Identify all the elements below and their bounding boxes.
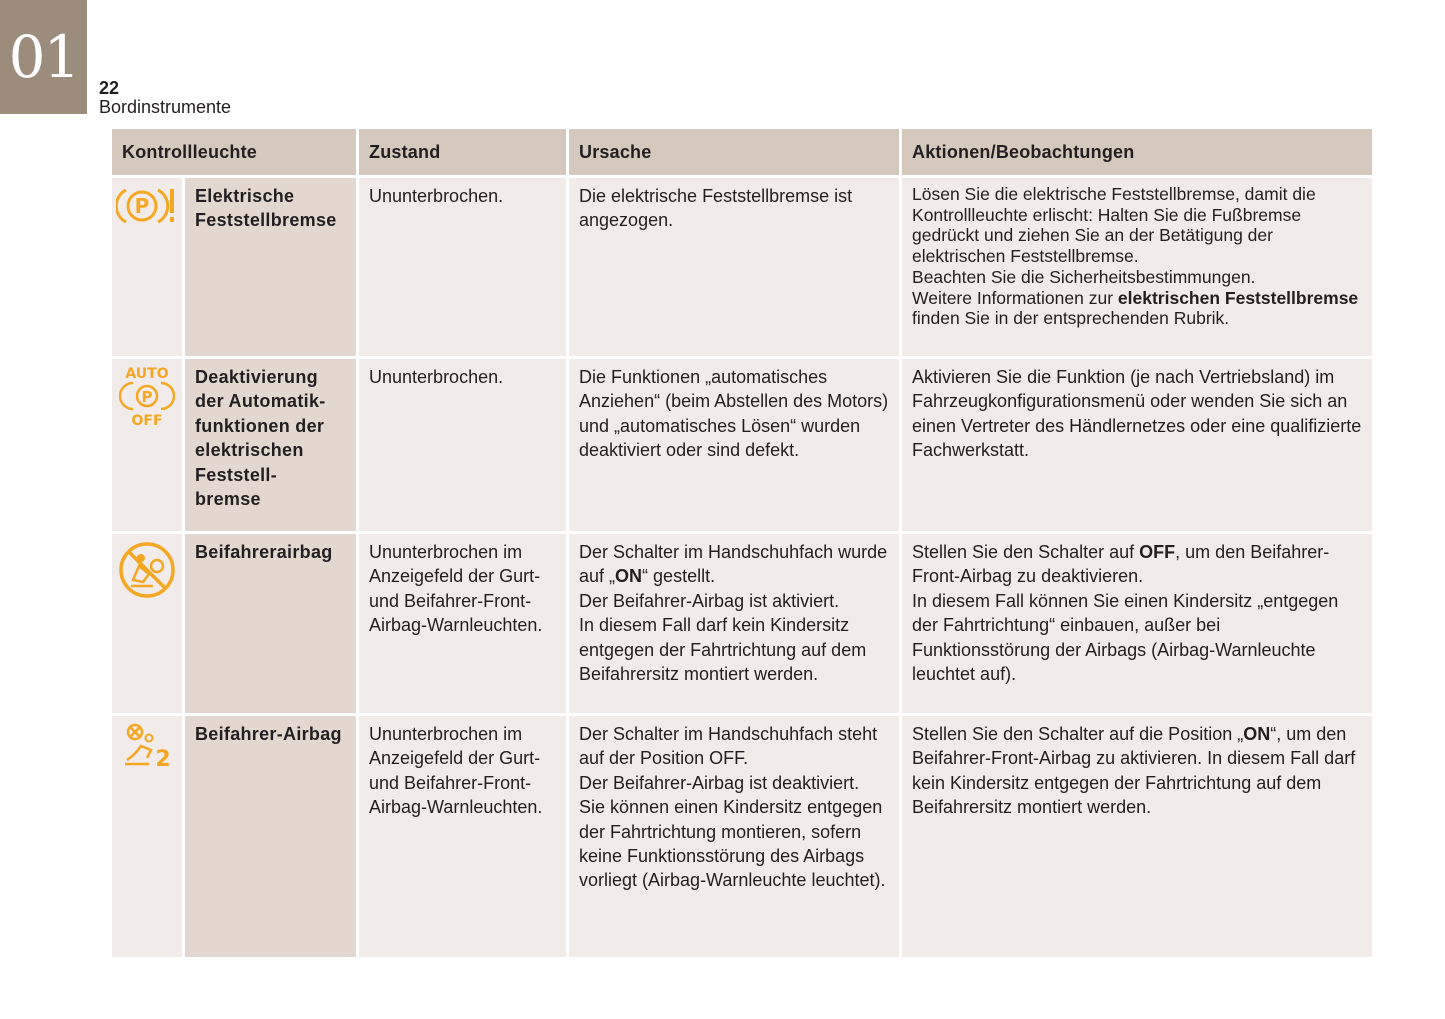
icon-cell: [112, 178, 182, 356]
aktion-text-1c: , um den Beifahrer-Front-Airbag zu deaktivieren.: [912, 542, 1330, 587]
icon-cell: [112, 534, 182, 713]
header-kontrollleuchte: Kontrollleuchte: [112, 129, 356, 175]
table-row: [112, 359, 1372, 531]
warning-lights-table: [109, 126, 1375, 960]
icon-text-p: P: [141, 388, 153, 406]
aktion-text-3a: Weitere Informationen zur: [912, 287, 1118, 308]
section-title: Bordinstrumente: [99, 97, 232, 117]
icon-cell: [112, 716, 182, 957]
aktion-cell: [902, 178, 1372, 356]
name-line: elektrischen: [195, 440, 304, 461]
name-line: funktionen der: [195, 415, 325, 436]
table-row: [112, 716, 1372, 957]
aktion-text-3b: elektrischen Feststellbremse: [1117, 287, 1359, 308]
aktion-text-b: ON: [1243, 724, 1271, 744]
ursache-cell: Die Funktionen „automatisches Anziehen“ (beim Abstellen des Motors) und „automatisches Lösen“ wurden deaktiviert oder sind defekt.: [569, 359, 899, 531]
aktion-cell: [902, 534, 1372, 713]
icon-text-off: OFF: [131, 413, 163, 429]
ursache-text-1: [579, 540, 889, 589]
zustand-cell: Ununterbrochen im Anzeigefeld der Gurt- und Beifahrer-Front-Airbag-Warnleuchten.: [359, 534, 566, 713]
aktion-text-2: Beachten Sie die Sicherheitsbestimmungen.: [912, 266, 1256, 287]
icon-text-auto: AUTO: [125, 366, 169, 382]
name-line: Deaktivierung: [195, 367, 318, 387]
aktion-text-3c: finden Sie in der entsprechenden Rubrik.: [912, 308, 1230, 329]
ursache-text-2: Der Beifahrer-Airbag ist deaktiviert.: [579, 772, 860, 793]
name-line: Feststell-: [195, 464, 278, 485]
auto-parking-brake-off-icon: [116, 365, 178, 429]
passenger-airbag-2-icon: [116, 722, 178, 770]
parking-brake-warning-icon: [116, 184, 178, 228]
ursache-text-1: Der Schalter im Handschuhfach steht auf der Position OFF.: [579, 724, 878, 769]
warning-name: [185, 359, 356, 531]
aktion-text-1: [912, 540, 1362, 589]
zustand-cell: Ununterbrochen.: [359, 178, 566, 356]
warning-name: Beifahrer-Airbag: [185, 716, 356, 957]
header-aktionen: Aktionen/Beobachtungen: [902, 129, 1372, 175]
ursache-cell: [569, 534, 899, 713]
warning-name: Beifahrerairbag: [185, 534, 356, 713]
table-header-row: [112, 129, 1372, 175]
aktion-text-c: “, um den Beifahrer-Front-Airbag zu aktivieren. In diesem Fall darf kein Kindersitz entgegen der Fahrtrichtung auf dem Beifahrersitz montiert werden.: [912, 724, 1356, 818]
aktion-cell: Aktivieren Sie die Funktion (je nach Vertriebsland) im Fahrzeugkonfigurationsmenü oder wenden Sie sich an einen Vertreter des Händlernetzes oder eine qualifizierte Fachwerkstatt.: [902, 359, 1372, 531]
aktion-text-2: In diesem Fall können Sie einen Kindersitz „entgegen der Fahrtrichtung“ einbauen, außer bei Funktionsstörung der Airbags (Airbag-Warnleuchte leuchtet auf).: [912, 590, 1339, 685]
ursache-cell: [569, 716, 899, 957]
icon-text-2: 2: [155, 747, 171, 770]
table-row: [112, 178, 1372, 356]
table-row: [112, 534, 1372, 713]
header-zustand: Zustand: [359, 129, 566, 175]
name-line: bremse: [195, 489, 261, 510]
aktion-text-3: [912, 288, 1362, 329]
header-ursache: Ursache: [569, 129, 899, 175]
aktion-text-1: Lösen Sie die elektrische Feststellbremse, damit die Kontrollleuchte erlischt: Halten Sie die Fußbremse gedrückt und ziehen Sie an der Betätigung der elektrischen Feststellbremse.: [912, 184, 1316, 267]
chapter-tab: 01: [0, 0, 87, 114]
ursache-text-1a: Der Schalter im Handschuhfach wurde auf „: [579, 542, 888, 587]
zustand-cell: Ununterbrochen im Anzeigefeld der Gurt- und Beifahrer-Front-Airbag-Warnleuchten.: [359, 716, 566, 957]
warning-name: Elektrische Feststellbremse: [185, 178, 356, 356]
aktion-text-1b: OFF: [1139, 542, 1176, 562]
ursache-text-3: In diesem Fall darf kein Kindersitz entgegen der Fahrtrichtung auf dem Beifahrersitz montiert werden.: [579, 615, 867, 685]
ursache-text-3: Sie können einen Kindersitz entgegen der Fahrtrichtung montieren, sofern keine Funktionsstörung des Airbags vorliegt (Airbag-Warnleuchte leuchtet).: [579, 797, 886, 891]
ursache-cell: Die elektrische Feststellbremse ist angezogen.: [569, 178, 899, 356]
aktion-text-1a: Stellen Sie den Schalter auf: [912, 542, 1140, 562]
ursache-text-1b: ON: [615, 566, 643, 587]
aktion-text-a: Stellen Sie den Schalter auf die Position „: [912, 724, 1244, 744]
ursache-text-2: Der Beifahrer-Airbag ist aktiviert.: [579, 590, 840, 611]
aktion-cell: [902, 716, 1372, 957]
passenger-airbag-off-icon: [116, 540, 178, 600]
zustand-cell: Ununterbrochen.: [359, 359, 566, 531]
ursache-text-1c: “ gestellt.: [642, 566, 716, 587]
svg-text:P: P: [134, 194, 150, 218]
icon-cell: [112, 359, 182, 531]
page-number: 22: [99, 78, 120, 98]
name-line: der Automatik-: [195, 391, 326, 412]
